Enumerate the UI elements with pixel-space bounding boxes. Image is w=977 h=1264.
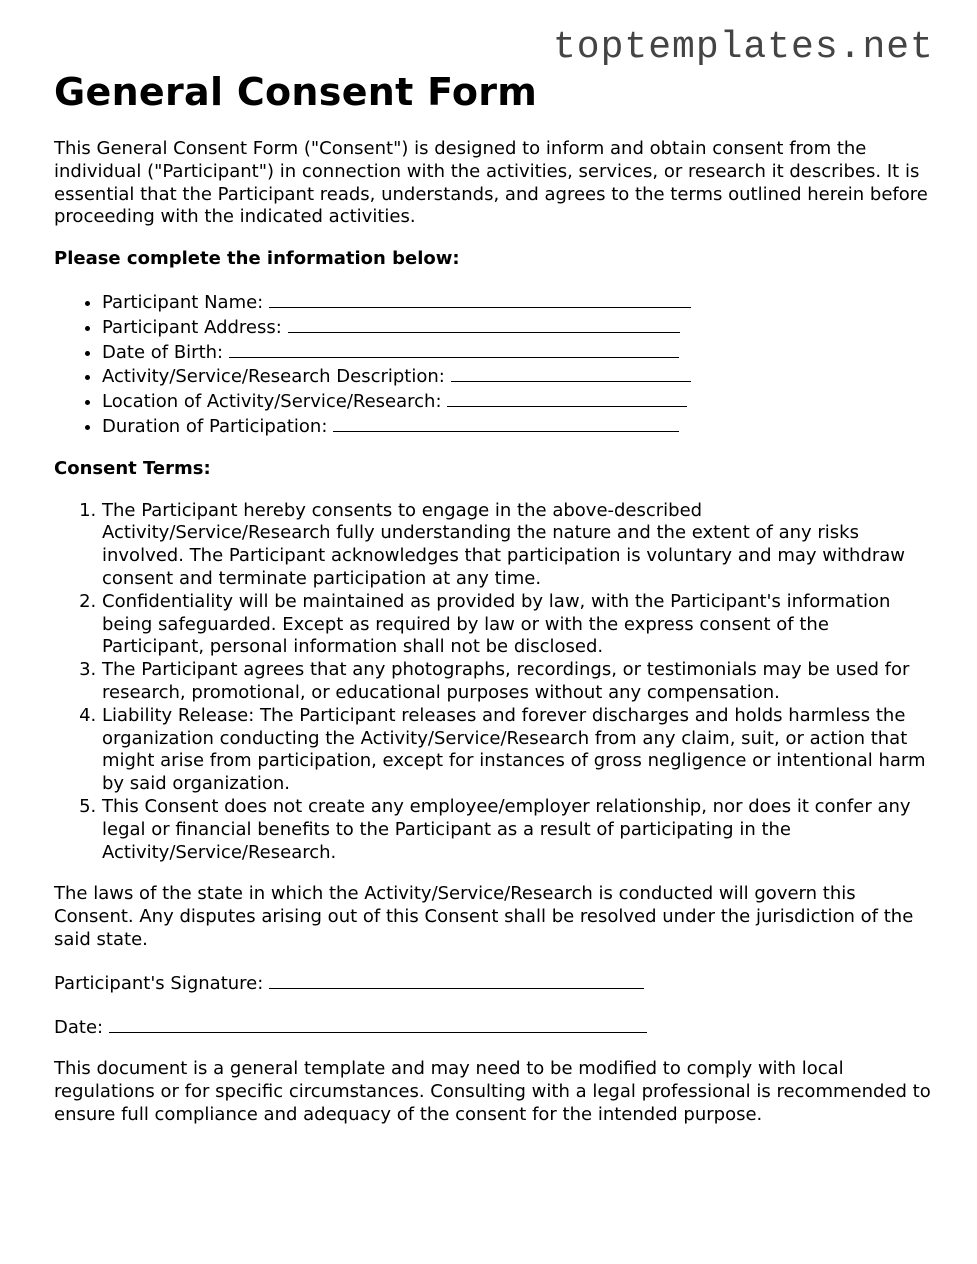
disclaimer-paragraph: This document is a general template and may need to be modified to comply with local regulations or for specific circumstances. Consulting with a legal professional is recommended to ensure full compliance and adequacy of the consent for the intended purpose. [54,1058,931,1125]
signature-line [54,971,934,996]
field-date-of-birth [102,340,934,365]
term-item: 3. The Participant agrees that any photographs, recordings, or testimonials may be used for research, promotional, or educational purposes without any compensation. [102,659,934,705]
field-label: Participant Name: [102,291,264,313]
signature-label: Participant's Signature: [54,972,264,994]
field-label: Participant Address: [102,316,282,338]
info-heading: Please complete the information below: [54,248,460,270]
field-duration [102,414,934,439]
info-field-list [54,290,934,439]
term-item: 5. This Consent does not create any employee/employer relationship, nor does it confer any legal or financial benefits to the Participant as a result of participating in the Activity/Service/Research. [102,796,934,864]
term-item: 1. The Participant hereby consents to engage in the above-described Activity/Service/Research fully understanding the nature and the extent of any risks involved. The Participant acknowledges that participation is voluntary and may withdraw consent and terminate participation at any time. [102,500,934,591]
field-participant-address [102,315,934,340]
field-label: Location of Activity/Service/Research: [102,391,442,413]
field-activity-description [102,364,934,389]
participant-address-blank[interactable] [288,315,680,333]
term-item: 4. Liability Release: The Participant releases and forever discharges and holds harmless the organization conducting the Activity/Service/Research from any claim, suit, or action that might arise from participation, except for instances of gross negligence or intentional harm by said organization. [102,705,934,796]
signature-blank[interactable] [269,971,644,989]
terms-list [54,500,934,865]
watermark: toptemplates.net [553,26,934,69]
field-label: Activity/Service/Research Description: [102,366,445,388]
field-label: Date of Birth: [102,341,224,363]
field-participant-name [102,290,934,315]
date-blank[interactable] [109,1015,647,1033]
date-label: Date: [54,1016,104,1038]
date-line [54,1015,934,1040]
field-activity-location [102,389,934,414]
page-title: General Consent Form [54,70,538,114]
governing-law-paragraph: The laws of the state in which the Activity/Service/Research is conducted will govern this Consent. Any disputes arising out of this Consent shall be resolved under the jurisdiction of the said state. [54,883,914,950]
duration-blank[interactable] [333,414,679,432]
date-of-birth-blank[interactable] [229,340,679,358]
intro-paragraph: This General Consent Form ("Consent") is designed to inform and obtain consent from the individual ("Participant") in connection with the activities, services, or research it describes. It is essential that the Participant reads, understands, and agrees to the terms outlined herein before proceeding with the indicated activities. [54,138,928,228]
terms-heading: Consent Terms: [54,457,211,479]
participant-name-blank[interactable] [269,290,691,308]
activity-location-blank[interactable] [447,389,687,407]
field-label: Duration of Participation: [102,415,328,437]
activity-description-blank[interactable] [451,364,691,382]
term-item: 2. Confidentiality will be maintained as provided by law, with the Participant's information being safeguarded. Except as required by law or with the express consent of the Participant, personal information shall not be disclosed. [102,591,934,659]
document-page [54,68,934,1127]
